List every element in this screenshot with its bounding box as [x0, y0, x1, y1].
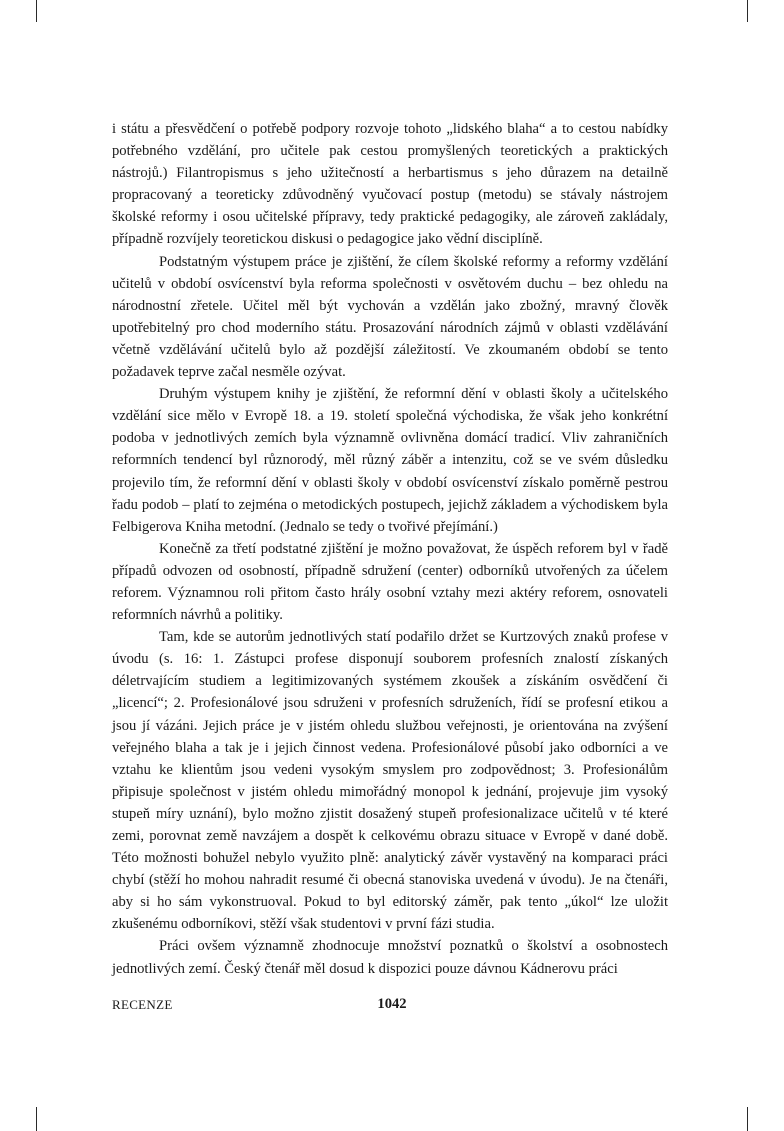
paragraph: Podstatným výstupem práce je zjištění, že cílem školské reformy a reformy vzdělání učitelů v období osvícenství byla reforma společnosti v osvětovém duchu – bez ohledu na národnostní zřetele. Učitel měl být vychován a vzdělán jako zbožný, mravný člověk upotřebitelný pro chod moderního státu. Prosazování národních zájmů v oblasti vzdělávání včetně vzdělávání učitelů bylo až pozdější záležitostí. Ve zkoumaném období se tento požadavek teprve začal nesměle ozývat.	[112, 253, 668, 381]
paragraph: Práci ovšem významně zhodnocuje množství poznatků o školství a osobnostech jednotlivých zemí. Český čtenář měl dosud k dispozici pouze dávnou Kádnerovu práci	[112, 938, 668, 977]
crop-mark-top-left	[36, 0, 37, 22]
crop-mark-bottom-right	[747, 1107, 748, 1131]
page-number: 1042	[377, 996, 407, 1012]
paragraph: Druhým výstupem knihy je zjištění, že reformní dění v oblasti školy a učitelského vzdělání sice mělo v Evropě 18. a 19. století společná východiska, že však jeho konkrétní podoba v jednotlivých zemích byla významně ovlivněna domácí tradicí. Vliv zahraničních reformních tendencí byl různorodý, měl různý záběr a intenzitu, což se ve svém důsledku projevilo tím, že reformní dění v oblasti školy v období osvícenství získalo poměrně pestrou řadu podob – platí to zejména o metodických postupech, jejichž základem a východiskem byla Felbigerova Kniha metodní. (Jednalo se tedy o tvořivé přejímání.)	[112, 386, 668, 535]
section-label: RECENZE	[112, 997, 173, 1012]
crop-mark-top-right	[747, 0, 748, 22]
paragraph: i státu a přesvědčení o potřebě podpory rozvoje tohoto „lidského blaha“ a to cestou nabídky potřebného vzdělání, pro učitele pak cestou promyšlených teoretických a praktických nástrojů.) Filantropismus s jeho užitečností a herbartismus s jeho důrazem na detailně propracovaný a teoreticky zdůvodněný vyučovací postup (metodu) se stávaly nástrojem školské reformy i osou učitelské přípravy, tedy praktické pedagogiky, ale zároveň zakládaly, případně rozvíjely teoretickou diskusi o pedagogice jako vědní disciplíně.	[112, 121, 668, 248]
body-text	[112, 118, 668, 980]
crop-mark-bottom-left	[36, 1107, 37, 1131]
paragraph: Tam, kde se autorům jednotlivých statí podařilo držet se Kurtzových znaků profese v úvodu (s. 16: 1. Zástupci profese disponují souborem profesních znalostí získaných déletrvajícím studiem a legitimizovaných systémem zkoušek a získáním osvědčení či „licencí“; 2. Profesionálové jsou sdruženi v profesních sdruženích, řídí se profesní etikou a jsou jí vázáni. Jejich práce je v jistém ohledu službou veřejnosti, je orientována na zvýšení veřejného blaha a tak je i jejich činnost vedena. Profesionálové působí jako odborníci a ve vztahu ke klientům jsou vedeni vysokým smyslem pro zodpovědnost; 3. Profesionálům připisuje společnost v jistém ohledu mimořádný monopol k jednání, projevuje jim vysoký stupeň míry uznání), bylo možno zjistit dosažený stupeň profesionalizace učitelů v té které zemi, porovnat země navzájem a dospět k celkovému obrazu situace v Evropě v dané době. Této možnosti bohužel nebylo využito plně: analytický závěr vystavěný na komparaci práci chybí (stěží ho mohou nahradit resumé či obecná stanoviska uvedená v úvodu). Je na čtenáři, aby si ho sám vykonstruoval. Pokud to byl editorský záměr, pak tento „úkol“ lze uložit zkušenému odborníkovi, stěží však studentovi v první fázi studia.	[112, 629, 668, 933]
paragraph: Konečně za třetí podstatné zjištění je možno považovat, že úspěch reforem byl v řadě případů odvozen od osobností, případně sdružení (center) odborníků utvořených za účelem reforem. Významnou roli přitom často hrály osobní vztahy mezi aktéry reforem, osnovateli reformních návrhů a politiky.	[112, 540, 668, 624]
